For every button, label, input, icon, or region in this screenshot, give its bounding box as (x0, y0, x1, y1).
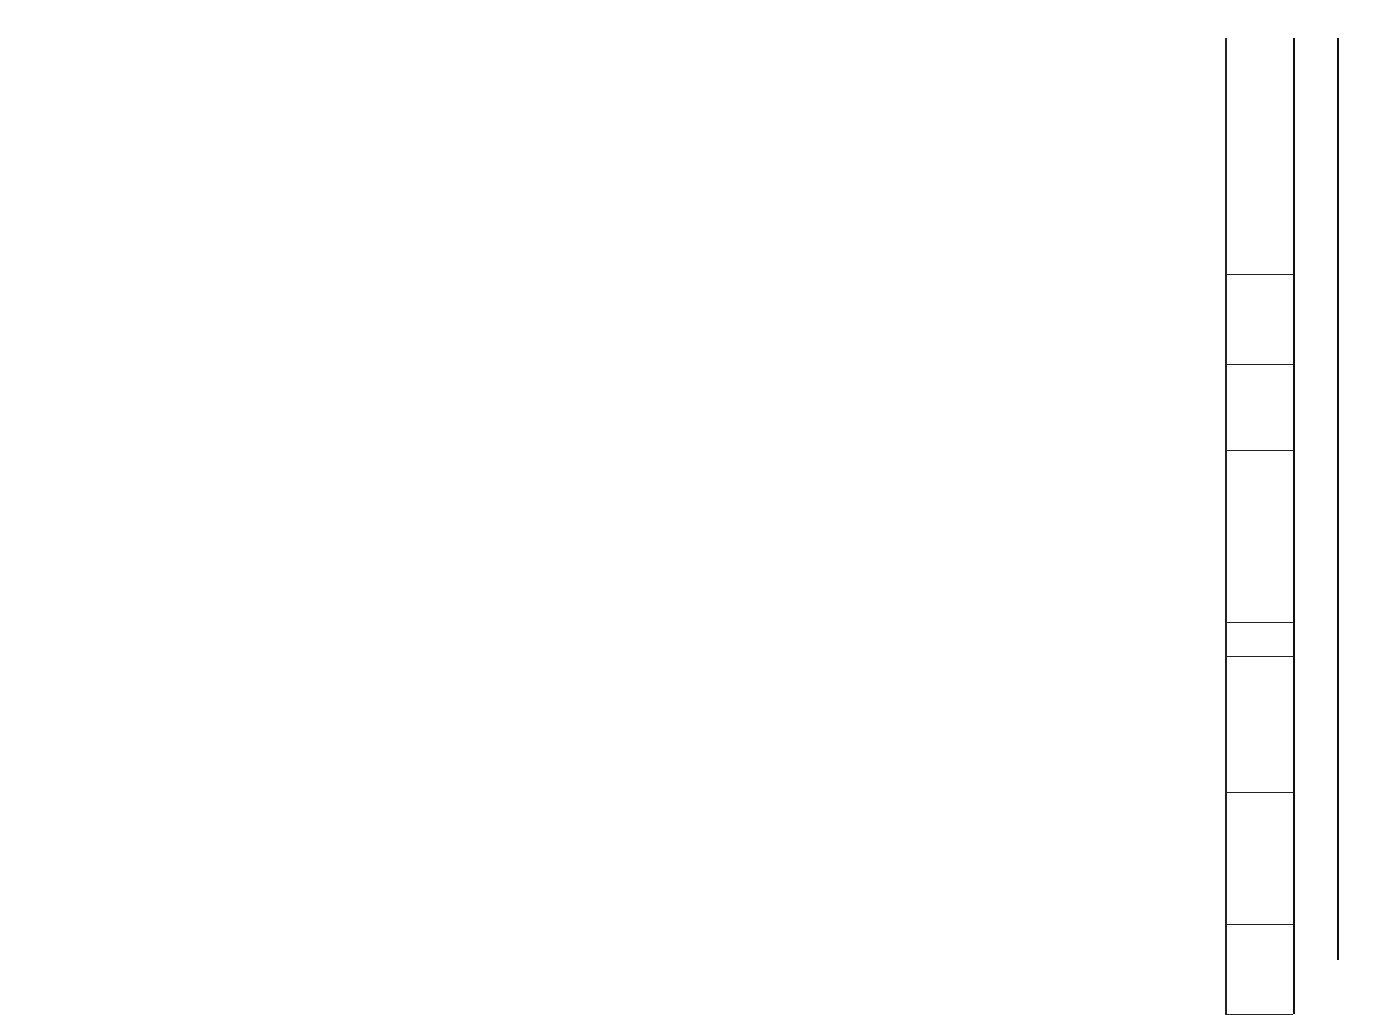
col-header-kind (1227, 38, 1294, 274)
col-header-c3 (1227, 450, 1293, 622)
header-rule (1337, 38, 1339, 960)
col-number (1226, 924, 1227, 1014)
col-header-c7 (1227, 924, 1293, 1014)
col-header-c2 (1227, 364, 1293, 450)
statistics-table (1214, 38, 1296, 1014)
col-header-total (1227, 274, 1294, 364)
col-header-group (1293, 364, 1294, 1014)
col-number (1226, 274, 1227, 364)
col-header-c6 (1227, 792, 1293, 924)
col-number (1226, 792, 1227, 924)
digitization-note (4, 606, 14, 986)
col-header-c4 (1227, 622, 1293, 656)
col-number (1226, 450, 1227, 622)
col-number (1226, 656, 1227, 792)
page-header (1341, 40, 1365, 960)
col-number (1226, 364, 1227, 450)
col-number (1226, 622, 1227, 656)
city-heading (1214, 38, 1227, 1014)
col-header-c5 (1227, 656, 1293, 792)
